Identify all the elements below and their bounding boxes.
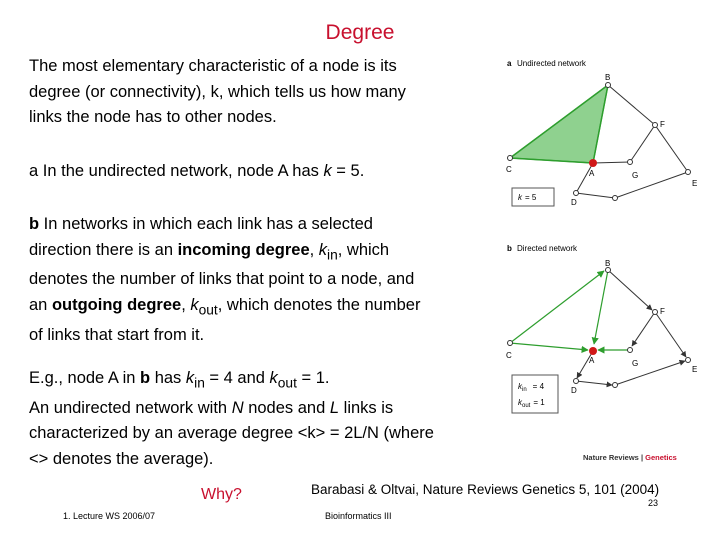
example-kout: k bbox=[269, 369, 278, 387]
para-b-t3: , which denotes the number of links that point to a node, and an bbox=[29, 240, 415, 314]
footer-course: Bioinformatics III bbox=[325, 511, 392, 521]
para-b-t4: , bbox=[181, 295, 191, 314]
avg-l: L bbox=[329, 398, 340, 417]
node-g bbox=[628, 160, 633, 165]
credit-separator: | bbox=[638, 453, 646, 462]
slide-title: Degree bbox=[325, 21, 395, 44]
kin-symbol: k bbox=[318, 240, 328, 259]
avg-t1: An undirected network with bbox=[29, 398, 232, 417]
arrow-d-x bbox=[576, 381, 612, 385]
node-f bbox=[653, 123, 658, 128]
label-d: D bbox=[571, 198, 577, 207]
example-t3: = 4 and bbox=[204, 369, 270, 387]
example-b: b bbox=[140, 369, 151, 387]
edge-d-x bbox=[576, 193, 615, 198]
para-b-t2: , bbox=[309, 240, 319, 259]
arrow-b-a bbox=[594, 270, 608, 344]
k-box-b-kout-value: = 1 bbox=[533, 398, 545, 407]
label-f: F bbox=[660, 120, 665, 129]
edge-x-e bbox=[615, 172, 688, 198]
example-kin: k bbox=[185, 369, 195, 387]
label-b-d: D bbox=[571, 386, 577, 395]
node-b-c bbox=[508, 341, 513, 346]
k-box-b-kin-value: = 4 bbox=[532, 382, 545, 391]
para-b-t5: , which denotes the number of links that start from it. bbox=[29, 295, 421, 344]
label-b: B bbox=[605, 73, 611, 82]
node-b-b bbox=[606, 268, 611, 273]
k-box-a-symbol: k bbox=[518, 193, 522, 202]
journal-credit bbox=[583, 453, 677, 462]
node-b-a-highlight bbox=[589, 347, 597, 355]
k-box-b bbox=[512, 375, 558, 413]
arrow-b-f bbox=[608, 270, 652, 310]
label-b-c: C bbox=[506, 351, 512, 360]
incoming-degree-label: incoming degree bbox=[177, 240, 310, 259]
edge-a-g bbox=[593, 162, 630, 163]
footer-lecture: 1. Lecture WS 2006/07 bbox=[63, 511, 156, 521]
node-c bbox=[508, 156, 513, 161]
kin-subscript: in bbox=[327, 246, 338, 262]
panel-b-title: Directed network bbox=[517, 244, 578, 253]
node-b bbox=[606, 83, 611, 88]
example-t4: = 1. bbox=[296, 369, 330, 387]
outgoing-degree-label: outgoing degree bbox=[51, 295, 182, 314]
k-box-a-value: = 5 bbox=[525, 193, 537, 202]
node-x bbox=[613, 196, 618, 201]
credit-genetics: Genetics bbox=[645, 453, 677, 462]
para-a-text2: = 5. bbox=[331, 162, 365, 180]
edge-a-d bbox=[576, 163, 593, 193]
avg-t2: nodes and bbox=[243, 398, 330, 417]
k-box-b-kout: k bbox=[518, 398, 522, 407]
node-e bbox=[686, 170, 691, 175]
edge-b-f bbox=[608, 85, 655, 125]
para-a-var: k bbox=[323, 162, 332, 180]
reference-citation: Barabasi & Oltvai, Nature Reviews Genetics 5, 101 (2004) bbox=[311, 482, 660, 497]
page-number: 23 bbox=[648, 498, 659, 508]
k-box-b-kin-sub: in bbox=[522, 387, 527, 393]
node-b-f bbox=[653, 310, 658, 315]
node-b-x bbox=[613, 383, 618, 388]
arrow-f-e bbox=[655, 312, 686, 357]
example-kout-sub: out bbox=[277, 375, 297, 391]
avg-n: N bbox=[231, 398, 244, 417]
arrow-f-g bbox=[632, 312, 655, 346]
arrow-c-b bbox=[510, 271, 604, 343]
arrow-x-e bbox=[615, 361, 685, 385]
para-a-text1: In the undirected network, node A has bbox=[38, 162, 324, 180]
para-a-prefix: a bbox=[29, 162, 39, 180]
label-b-g: G bbox=[632, 359, 639, 368]
node-a-highlight bbox=[589, 159, 597, 167]
example-t2: has bbox=[150, 369, 186, 387]
para-b-prefix: b bbox=[29, 215, 40, 233]
edge-f-g bbox=[630, 125, 655, 162]
k-box-b-kin: k bbox=[518, 382, 522, 391]
label-b-e: E bbox=[692, 365, 698, 374]
example-t1: E.g., node A in bbox=[29, 369, 141, 387]
node-b-g bbox=[628, 348, 633, 353]
label-b-a: A bbox=[589, 356, 595, 365]
node-b-d bbox=[574, 379, 579, 384]
node-d bbox=[574, 191, 579, 196]
edge-f-e bbox=[655, 125, 688, 172]
k-box-b-kout-sub: out bbox=[522, 403, 531, 409]
label-g: G bbox=[632, 171, 639, 180]
para-b-t1: In networks in which each link has a selected direction there is an bbox=[29, 215, 373, 259]
example-kin-sub: in bbox=[194, 375, 205, 391]
panel-a-title: Undirected network bbox=[517, 59, 586, 68]
node-b-e bbox=[686, 358, 691, 363]
panel-a-letter: a bbox=[507, 59, 512, 68]
avg-t3: links is characterized by an average degree <k> = 2L/N (where <> denotes the average). bbox=[29, 398, 434, 468]
label-b-b: B bbox=[605, 259, 611, 268]
arrow-c-a bbox=[510, 343, 588, 350]
label-c: C bbox=[506, 165, 512, 174]
kout-symbol: k bbox=[190, 295, 199, 314]
label-e: E bbox=[692, 179, 698, 188]
why-question: Why? bbox=[201, 486, 242, 503]
label-a: A bbox=[589, 169, 595, 178]
panel-b-letter: b bbox=[507, 244, 512, 253]
intro-text: The most elementary characteristic of a node is its degree (or connectivity), k, which tells us how many links the node has to other nodes. bbox=[29, 57, 406, 126]
label-b-f: F bbox=[660, 307, 665, 316]
credit-journal: Nature Reviews bbox=[583, 453, 639, 462]
kout-subscript: out bbox=[198, 302, 218, 318]
